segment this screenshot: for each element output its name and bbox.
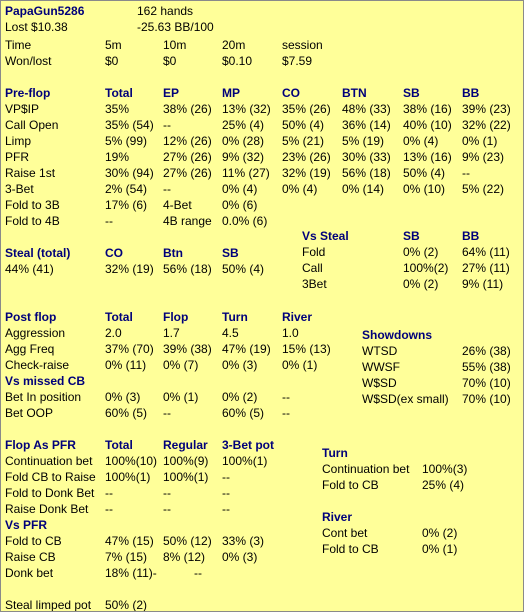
- flop-pfr-col-3bet-pot: 3-Bet pot: [222, 438, 274, 452]
- preflop-cell: 35%: [105, 102, 130, 116]
- postflop-cell: 15% (13): [282, 342, 331, 356]
- wonlost-10m: $0: [163, 54, 177, 68]
- missed-cb-cell: 0% (3): [105, 390, 141, 404]
- showdown-cell: 26% (38): [462, 344, 511, 358]
- preflop-cell: --: [462, 166, 470, 180]
- time-col-10m: 10m: [163, 38, 187, 52]
- vs-steal-cell: 0% (2): [403, 245, 439, 259]
- preflop-cell: 32% (22): [462, 118, 511, 132]
- flop-pfr-row-label: Fold to Donk Bet: [5, 486, 95, 500]
- missed-cb-row-label: Bet In position: [5, 390, 82, 404]
- flop-pfr-cell: --: [222, 486, 230, 500]
- preflop-cell: 27% (26): [163, 150, 212, 164]
- postflop-cell: 1.7: [163, 326, 180, 340]
- vs-pfr-cell: 7% (15): [105, 550, 148, 564]
- four-bet-value: 0% (6): [222, 198, 258, 212]
- postflop-cell: 0% (7): [163, 358, 199, 372]
- showdown-cell: 70% (10): [462, 376, 511, 390]
- vs-pfr-cell: 33% (3): [222, 534, 265, 548]
- flop-pfr-row-label: Raise Donk Bet: [5, 502, 89, 516]
- fold-to-3bet-value: 17% (6): [105, 198, 148, 212]
- preflop-row-label: Limp: [5, 134, 32, 148]
- postflop-cell: 37% (70): [105, 342, 154, 356]
- four-bet-label: 4-Bet: [163, 198, 192, 212]
- four-bet-range-value: 0.0% (6): [222, 214, 268, 228]
- flop-pfr-cell: --: [222, 470, 230, 484]
- preflop-cell: 11% (27): [222, 166, 270, 180]
- vs-steal-title: Vs Steal: [302, 229, 349, 243]
- steal-limped-pot-label: Steal limped pot: [5, 598, 92, 612]
- vs-pfr-title: Vs PFR: [5, 518, 48, 532]
- fold-to-3bet-label: Fold to 3B: [5, 198, 60, 212]
- time-col-20m: 20m: [222, 38, 246, 52]
- preflop-cell: 40% (10): [403, 118, 452, 132]
- river-row-label: Fold to CB: [322, 542, 379, 556]
- steal-col-btn: Btn: [163, 246, 183, 260]
- preflop-cell: 19%: [105, 150, 130, 164]
- preflop-cell: 39% (23): [462, 102, 511, 116]
- postflop-title: Post flop: [5, 310, 57, 324]
- preflop-cell: 32% (19): [282, 166, 331, 180]
- preflop-cell: 2% (54): [105, 182, 148, 196]
- flop-pfr-cell: --: [163, 486, 171, 500]
- missed-cb-cell: --: [282, 406, 290, 420]
- showdown-row-label: W$SD: [362, 376, 397, 390]
- vs-pfr-cell: 50% (12): [163, 534, 212, 548]
- postflop-col-turn: Turn: [222, 310, 248, 324]
- flop-pfr-cell: --: [105, 502, 113, 516]
- river-row-label: Cont bet: [322, 526, 368, 540]
- postflop-col-river: River: [282, 310, 313, 324]
- bb-per-100: -25.63 BB/100: [137, 20, 214, 34]
- flop-pfr-row-label: Fold CB to Raise: [5, 470, 96, 484]
- four-bet-range-label: 4B range: [163, 214, 212, 228]
- showdown-cell: 55% (38): [462, 360, 511, 374]
- preflop-cell: 0% (1): [462, 134, 498, 148]
- wonlost-label: Won/lost: [5, 54, 52, 68]
- postflop-col-total: Total: [105, 310, 133, 324]
- vs-pfr-cell: 8% (12): [163, 550, 206, 564]
- vs-steal-cell: 64% (11): [462, 245, 510, 259]
- river-cell: 0% (2): [422, 526, 458, 540]
- vs-pfr-cell: 18% (11)-: [105, 566, 157, 580]
- vs-steal-cell: 27% (11): [462, 261, 510, 275]
- showdown-cell: 70% (10): [462, 392, 511, 406]
- postflop-row-label: Aggression: [5, 326, 66, 340]
- river-title: River: [322, 510, 353, 524]
- preflop-cell: 38% (16): [403, 102, 452, 116]
- flop-pfr-cell: --: [105, 486, 113, 500]
- preflop-cell: 35% (54): [105, 118, 154, 132]
- preflop-cell: 5% (21): [282, 134, 325, 148]
- preflop-cell: 0% (28): [222, 134, 265, 148]
- vs-steal-row-label: 3Bet: [302, 277, 327, 291]
- postflop-cell: 4.5: [222, 326, 239, 340]
- flop-pfr-row-label: Continuation bet: [5, 454, 93, 468]
- preflop-col-bb: BB: [462, 86, 480, 100]
- missed-cb-cell: 60% (5): [105, 406, 148, 420]
- preflop-cell: 5% (99): [105, 134, 148, 148]
- preflop-title: Pre-flop: [5, 86, 51, 100]
- preflop-row-label: Call Open: [5, 118, 59, 132]
- steal-col-co: CO: [105, 246, 123, 260]
- preflop-col-total: Total: [105, 86, 133, 100]
- missed-cb-cell: --: [282, 390, 290, 404]
- preflop-col-btn: BTN: [342, 86, 367, 100]
- preflop-cell: 50% (4): [282, 118, 325, 132]
- flop-pfr-cell: 100%(10): [105, 454, 158, 468]
- preflop-cell: 12% (26): [163, 134, 212, 148]
- preflop-cell: 0% (4): [282, 182, 318, 196]
- preflop-cell: 48% (33): [342, 102, 391, 116]
- preflop-cell: 0% (14): [342, 182, 385, 196]
- flop-pfr-cell: --: [222, 502, 230, 516]
- steal-co-value: 32% (19): [105, 262, 154, 276]
- flop-pfr-cell: 100%(1): [163, 470, 209, 484]
- postflop-col-flop: Flop: [163, 310, 189, 324]
- wonlost-session: $7.59: [282, 54, 313, 68]
- preflop-cell: --: [163, 118, 171, 132]
- steal-limped-pot-value: 50% (2): [105, 598, 148, 612]
- time-col-5m: 5m: [105, 38, 122, 52]
- preflop-row-label: PFR: [5, 150, 29, 164]
- vs-steal-col-bb: BB: [462, 229, 480, 243]
- hand-count: 162 hands: [137, 4, 194, 18]
- flop-pfr-col-regular: Regular: [163, 438, 208, 452]
- showdown-row-label: WTSD: [362, 344, 398, 358]
- postflop-cell: 39% (38): [163, 342, 212, 356]
- showdowns-title: Showdowns: [362, 328, 432, 342]
- flop-pfr-cell: --: [163, 502, 171, 516]
- postflop-cell: 0% (3): [222, 358, 258, 372]
- postflop-cell: 0% (1): [282, 358, 318, 372]
- vs-steal-row-label: Call: [302, 261, 323, 275]
- missed-cb-row-label: Bet OOP: [5, 406, 54, 420]
- vs-pfr-cell: 0% (3): [222, 550, 258, 564]
- river-cell: 0% (1): [422, 542, 458, 556]
- postflop-row-label: Agg Freq: [5, 342, 55, 356]
- flop-pfr-cell: 100%(1): [105, 470, 151, 484]
- postflop-cell: 47% (19): [222, 342, 271, 356]
- vs-steal-col-sb: SB: [403, 229, 420, 243]
- vs-pfr-row-label: Raise CB: [5, 550, 56, 564]
- flop-pfr-col-total: Total: [105, 438, 133, 452]
- showdown-row-label: W$SD(ex small): [362, 392, 449, 406]
- flop-pfr-cell: 100%(9): [163, 454, 209, 468]
- missed-cb-cell: 60% (5): [222, 406, 265, 420]
- preflop-col-co: CO: [282, 86, 300, 100]
- preflop-cell: 9% (32): [222, 150, 265, 164]
- preflop-cell: 27% (26): [163, 166, 212, 180]
- postflop-row-label: Check-raise: [5, 358, 70, 372]
- steal-total-value: 44% (41): [5, 262, 54, 276]
- preflop-col-ep: EP: [163, 86, 180, 100]
- turn-title: Turn: [322, 446, 348, 460]
- preflop-cell: 50% (4): [403, 166, 446, 180]
- preflop-cell: 35% (26): [282, 102, 331, 116]
- player-name: PapaGun5286: [5, 4, 85, 18]
- preflop-cell: 25% (4): [222, 118, 265, 132]
- preflop-col-mp: MP: [222, 86, 240, 100]
- turn-row-label: Continuation bet: [322, 462, 410, 476]
- postflop-cell: 0% (11): [105, 358, 147, 372]
- turn-cell: 25% (4): [422, 478, 465, 492]
- vs-pfr-cell: 47% (15): [105, 534, 154, 548]
- missed-cb-cell: --: [163, 406, 171, 420]
- preflop-cell: 9% (23): [462, 150, 505, 164]
- preflop-cell: 13% (32): [222, 102, 271, 116]
- preflop-row-label: 3-Bet: [5, 182, 34, 196]
- time-label: Time: [5, 38, 32, 52]
- wonlost-20m: $0.10: [222, 54, 253, 68]
- preflop-cell: 13% (16): [403, 150, 452, 164]
- preflop-cell: 38% (26): [163, 102, 212, 116]
- showdown-row-label: WWSF: [362, 360, 400, 374]
- time-col-session: session: [282, 38, 323, 52]
- preflop-cell: 30% (33): [342, 150, 391, 164]
- preflop-row-label: Raise 1st: [5, 166, 56, 180]
- preflop-cell: 0% (4): [403, 134, 439, 148]
- steal-title: Steal (total): [5, 246, 71, 260]
- turn-cell: 100%(3): [422, 462, 468, 476]
- vs-pfr-row-label: Donk bet: [5, 566, 54, 580]
- preflop-cell: 5% (22): [462, 182, 505, 196]
- preflop-cell: 5% (19): [342, 134, 385, 148]
- vs-pfr-row-label: Fold to CB: [5, 534, 62, 548]
- steal-col-sb: SB: [222, 246, 239, 260]
- vs-steal-cell: 0% (2): [403, 277, 439, 291]
- preflop-cell: 0% (4): [222, 182, 258, 196]
- preflop-cell: 23% (26): [282, 150, 331, 164]
- missed-cb-cell: 0% (2): [222, 390, 258, 404]
- vs-steal-cell: 100%(2): [403, 261, 449, 275]
- preflop-cell: --: [163, 182, 171, 196]
- fold-to-4bet-value: --: [105, 214, 113, 228]
- lost-amount: Lost $10.38: [5, 20, 68, 34]
- turn-row-label: Fold to CB: [322, 478, 379, 492]
- vs-pfr-cell: --: [194, 566, 202, 580]
- flop-pfr-title: Flop As PFR: [5, 438, 76, 452]
- preflop-cell: 0% (10): [403, 182, 446, 196]
- vs-steal-cell: 9% (11): [462, 277, 504, 291]
- vs-steal-row-label: Fold: [302, 245, 326, 259]
- preflop-cell: 36% (14): [342, 118, 391, 132]
- postflop-cell: 1.0: [282, 326, 299, 340]
- preflop-col-sb: SB: [403, 86, 420, 100]
- flop-pfr-cell: 100%(1): [222, 454, 268, 468]
- missed-cb-cell: 0% (1): [163, 390, 199, 404]
- postflop-cell: 2.0: [105, 326, 122, 340]
- preflop-cell: 30% (94): [105, 166, 154, 180]
- wonlost-5m: $0: [105, 54, 119, 68]
- preflop-cell: 56% (18): [342, 166, 391, 180]
- steal-sb-value: 50% (4): [222, 262, 265, 276]
- preflop-row-label: VP$IP: [5, 102, 40, 116]
- vs-missed-cb-title: Vs missed CB: [5, 374, 86, 388]
- steal-btn-value: 56% (18): [163, 262, 212, 276]
- fold-to-4bet-label: Fold to 4B: [5, 214, 60, 228]
